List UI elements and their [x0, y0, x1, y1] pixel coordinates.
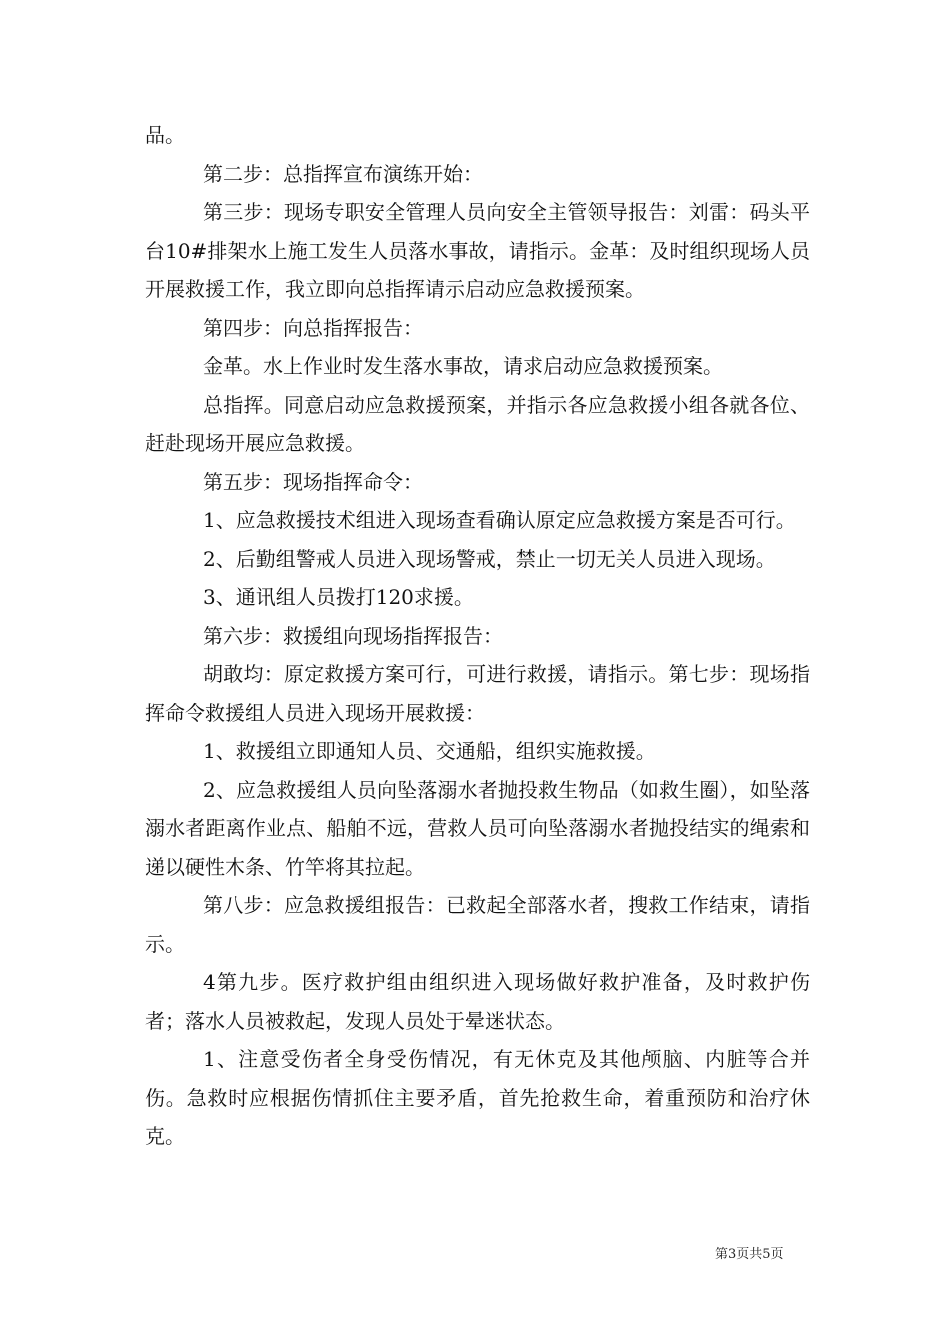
paragraph: 4第九步。医疗救护组由组织进入现场做好救护准备，及时救护伤者；落水人员被救起，发现人员处于晕迷状态。: [145, 970, 810, 1033]
paragraph: 第五步：现场指挥命令：: [203, 469, 423, 494]
page-number-footer: 第3页共5页: [715, 1247, 784, 1262]
paragraph: 2、应急救援组人员向坠落溺水者抛投救生物品（如救生圈），如坠落溺水者距离作业点、船舶不远，营救人员可向坠落溺水者抛投结实的绳索和递以硬性木条、竹竿将其拉起。: [145, 777, 810, 879]
paragraph: 1、救援组立即通知人员、交通船，组织实施救援。: [203, 739, 656, 763]
document-body: [145, 116, 810, 1156]
paragraph: 第四步：向总指挥报告：: [203, 315, 423, 340]
paragraph: 金革。水上作业时发生落水事故，请求启动应急救援预案。: [203, 354, 723, 378]
paragraph: 第八步：应急救援组报告：已救起全部落水者，搜救工作结束，请指示。: [145, 893, 810, 956]
paragraph: 1、注意受伤者全身受伤情况，有无休克及其他颅脑、内脏等合并伤。急救时应根据伤情抓住主要矛盾，首先抢救生命，着重预防和治疗休克。: [145, 1047, 810, 1148]
paragraph: 品。: [145, 123, 185, 147]
paragraph: 第三步：现场专职安全管理人员向安全主管领导报告：刘雷：码头平台10#排架水上施工发生人员落水事故，请指示。金革：及时组织现场人员开展救援工作，我立即向总指挥请示启动应急救援预案。: [145, 200, 810, 301]
paragraph: 1、应急救援技术组进入现场查看确认原定应急救援方案是否可行。: [203, 508, 796, 532]
paragraph: 第二步：总指挥宣布演练开始：: [203, 161, 483, 186]
paragraph: 3、通讯组人员拨打120求援。: [203, 585, 474, 609]
paragraph: 2、后勤组警戒人员进入现场警戒，禁止一切无关人员进入现场。: [203, 546, 776, 571]
paragraph: 总指挥。同意启动应急救援预案，并指示各应急救援小组各就各位、赶赴现场开展应急救援。: [145, 392, 810, 455]
paragraph: 第六步：救援组向现场指挥报告：: [203, 623, 503, 648]
paragraph: 胡敢均：原定救援方案可行，可进行救援，请指示。第七步：现场指挥命令救援组人员进入现场开展救援：: [145, 662, 810, 725]
